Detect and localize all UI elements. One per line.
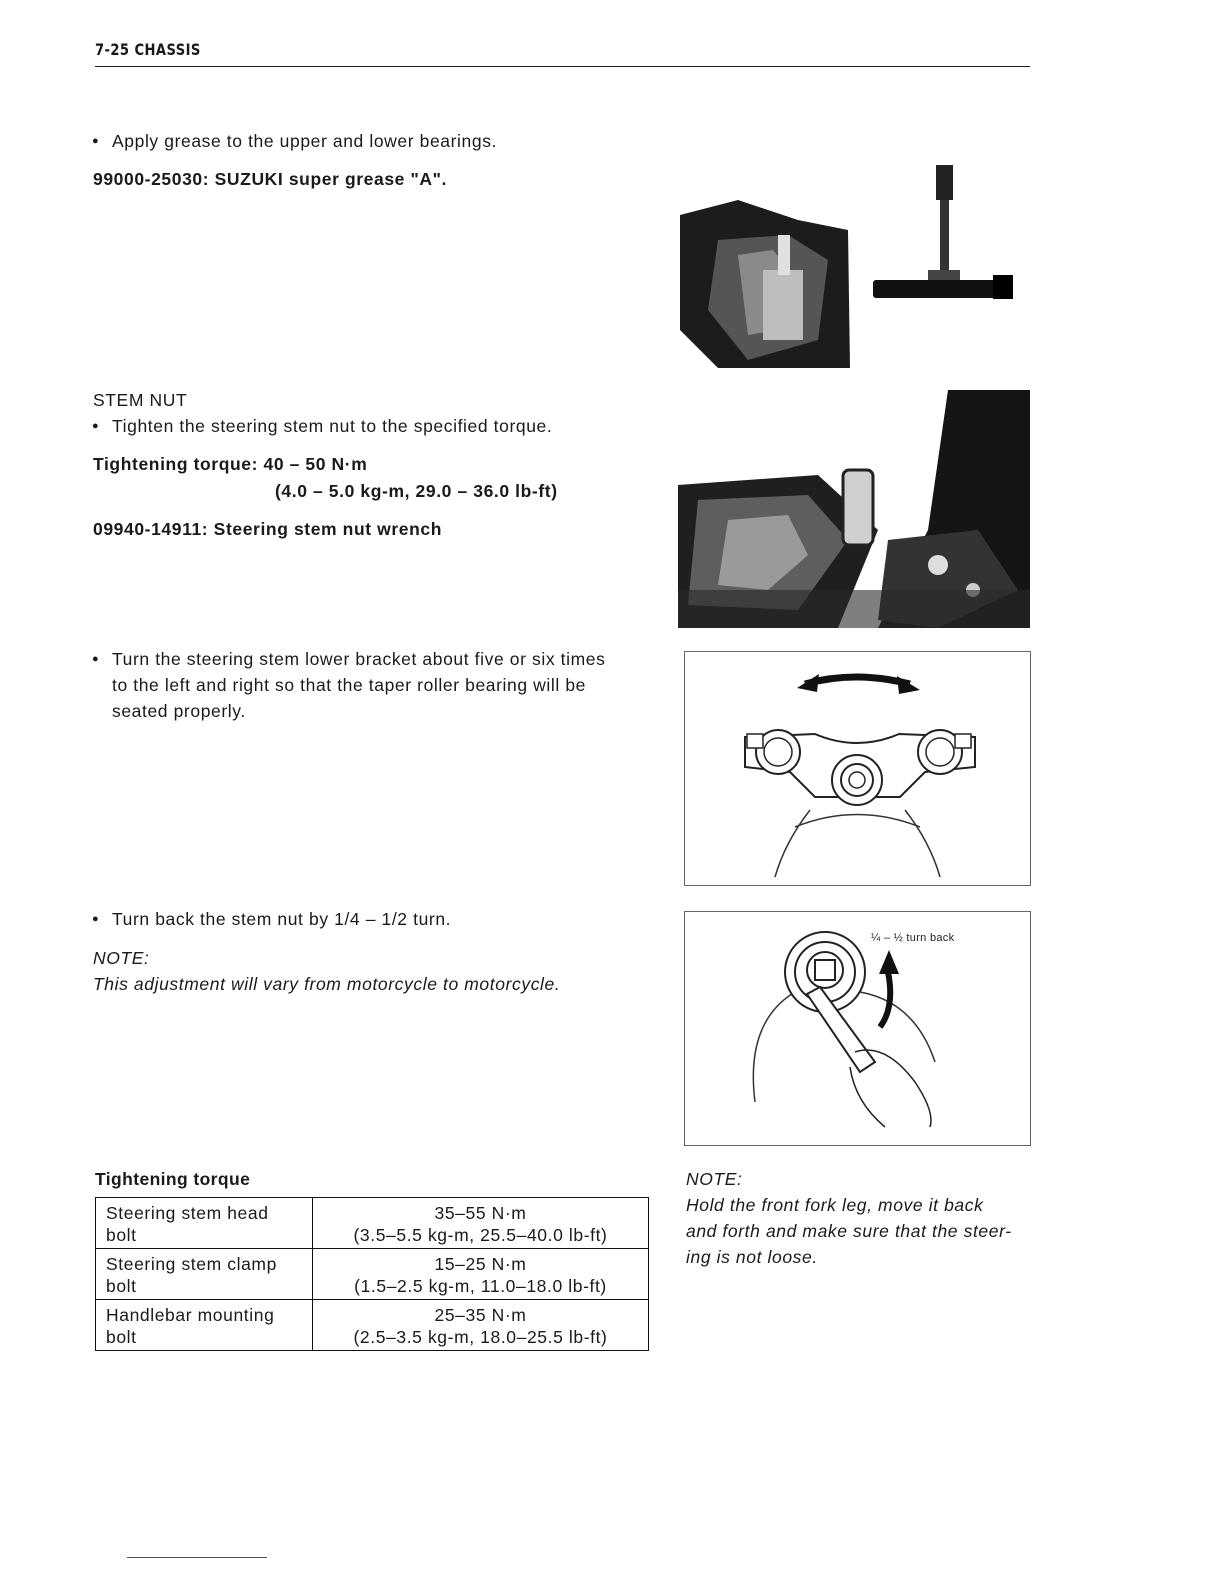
side-note-line2: and forth and make sure that the steer-: [686, 1221, 1012, 1241]
turn-back-diagram: [684, 911, 1031, 1146]
turn-back-label: ¼ – ½ turn back: [871, 932, 955, 944]
page-header: 7-25 CHASSIS: [95, 40, 201, 59]
rotate-bracket-instruction-l1: ● Turn the steering stem lower bracket about five or six times: [112, 646, 605, 672]
table-cell-item: Steering stem clamp bolt: [96, 1249, 313, 1300]
stem-nut-title: STEM NUT: [93, 390, 188, 410]
torque-spec-line1: Tightening torque: 40 – 50 N·m: [93, 454, 368, 474]
torque-table: [95, 1197, 649, 1351]
turn-arrow-icon: [879, 950, 899, 974]
side-note-line1: Hold the front fork leg, move it back: [686, 1195, 984, 1215]
side-note-label: NOTE:: [686, 1169, 743, 1189]
rotate-bracket-instruction-l2: to the left and right so that the taper roller bearing will be: [112, 675, 586, 695]
table-row: [96, 1198, 649, 1249]
right-arrowhead-icon: [897, 676, 920, 694]
steering-stem-photo: [678, 160, 1018, 370]
note-label: NOTE:: [93, 948, 150, 968]
table-row: [96, 1249, 649, 1300]
grease-part-number: 99000-25030: SUZUKI super grease "A".: [93, 169, 447, 189]
header-rule: [95, 66, 1030, 67]
table-cell-value: 35–55 N·m (3.5–5.5 kg-m, 25.5–40.0 lb-ft): [313, 1198, 649, 1249]
table-cell-item: Steering stem head bolt: [96, 1198, 313, 1249]
stem-nut-wrench-photo: [678, 390, 1030, 628]
table-row: [96, 1300, 649, 1351]
turn-back-instruction: ● Turn back the stem nut by 1/4 – 1/2 turn.: [112, 906, 451, 932]
side-note-line3: ing is not loose.: [686, 1247, 818, 1267]
left-arrowhead-icon: [797, 674, 819, 692]
footer-rule: [127, 1557, 267, 1558]
table-cell-value: 25–35 N·m (2.5–3.5 kg-m, 18.0–25.5 lb-ft): [313, 1300, 649, 1351]
table-title: Tightening torque: [95, 1169, 251, 1189]
rotate-bracket-instruction-l3: seated properly.: [112, 701, 246, 721]
stem-nut-instruction: ● Tighten the steering stem nut to the specified torque.: [112, 413, 552, 439]
table-cell-item: Handlebar mounting bolt: [96, 1300, 313, 1351]
table-cell-value: 15–25 N·m (1.5–2.5 kg-m, 11.0–18.0 lb-ft): [313, 1249, 649, 1300]
grease-instruction: ● Apply grease to the upper and lower bearings.: [112, 128, 497, 154]
note-text: This adjustment will vary from motorcycle to motorcycle.: [93, 974, 561, 994]
torque-spec-line2: (4.0 – 5.0 kg-m, 29.0 – 36.0 lb-ft): [275, 481, 558, 501]
bracket-rotation-diagram: [684, 651, 1031, 886]
tool-part-number: 09940-14911: Steering stem nut wrench: [93, 519, 443, 539]
